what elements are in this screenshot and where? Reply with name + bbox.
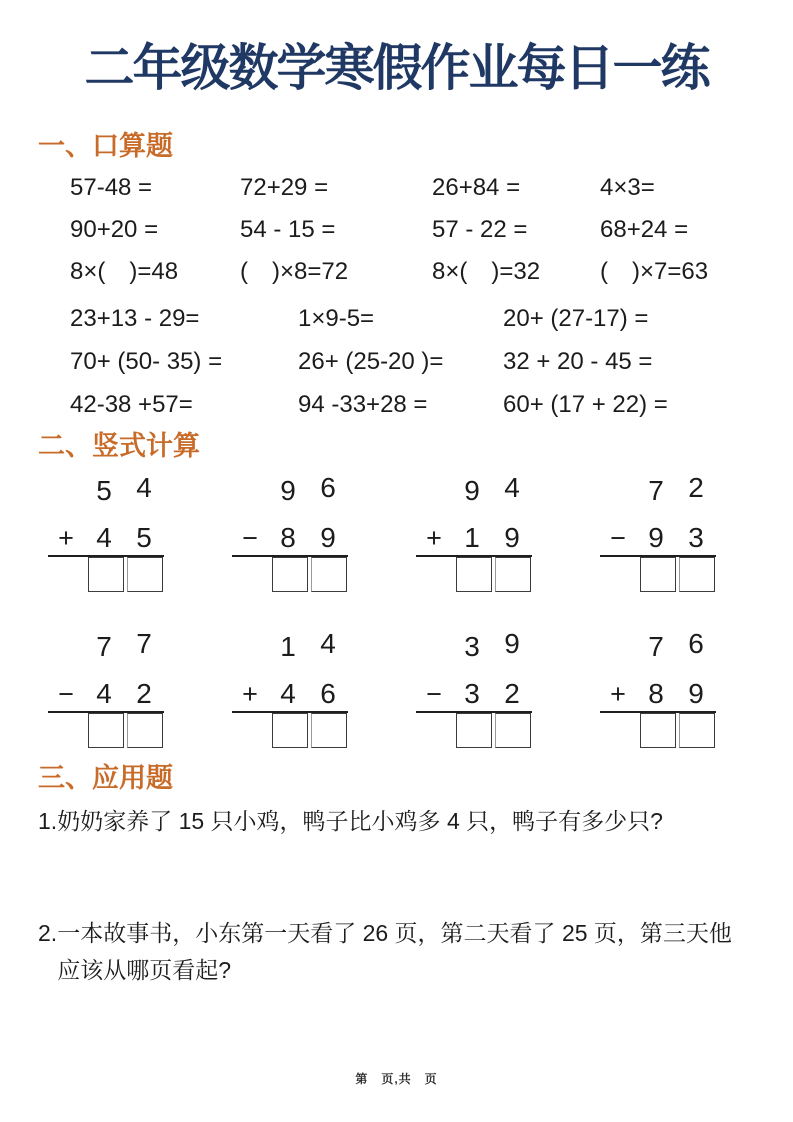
word-problem-line: 一本故事书，小东第一天看了 26 页，第二天看了 25 页，第三天他 xyxy=(57,920,732,946)
bottom-digit: 4 xyxy=(96,678,112,709)
vertical-problem xyxy=(600,474,716,592)
answer-box[interactable] xyxy=(456,713,492,748)
oral-problem: 42-38 +57= xyxy=(70,391,193,418)
top-digit: 9 xyxy=(504,628,520,659)
top-digit: 7 xyxy=(648,631,664,662)
answer-box[interactable] xyxy=(272,557,308,592)
answer-box[interactable] xyxy=(311,713,347,748)
operator-sign: − xyxy=(610,522,626,553)
page-title: 二年级数学寒假作业每日一练 xyxy=(84,40,709,96)
vertical-problem xyxy=(232,474,348,592)
answer-box[interactable] xyxy=(679,557,715,592)
answer-box[interactable] xyxy=(127,713,163,748)
section-heading-word: 三、应用题 xyxy=(38,763,173,793)
top-operand xyxy=(416,630,532,664)
answer-boxes xyxy=(272,557,348,592)
oral-problem: 54 - 15 = xyxy=(240,216,336,243)
bottom-digit: 1 xyxy=(464,522,480,553)
bottom-digit: 9 xyxy=(688,678,704,709)
operator-sign: − xyxy=(426,678,442,709)
oral-problem: ( )×7=63 xyxy=(600,258,709,285)
answer-box[interactable] xyxy=(640,713,676,748)
bottom-operand xyxy=(48,521,164,555)
answer-boxes xyxy=(640,713,716,748)
bottom-digit: 4 xyxy=(96,522,112,553)
bottom-digit: 3 xyxy=(688,522,704,553)
answer-boxes xyxy=(456,557,532,592)
answer-box[interactable] xyxy=(272,713,308,748)
oral-problem: 57 - 22 = xyxy=(432,216,528,243)
answer-boxes xyxy=(272,713,348,748)
operator-sign: + xyxy=(426,522,442,553)
oral-problem: 20+ (27-17) = xyxy=(503,305,649,332)
answer-box[interactable] xyxy=(640,557,676,592)
bottom-digit: 4 xyxy=(280,678,296,709)
bottom-operand xyxy=(232,677,348,711)
bottom-operand xyxy=(48,677,164,711)
top-operand xyxy=(232,474,348,508)
vertical-problem xyxy=(48,630,164,748)
bottom-digit: 9 xyxy=(320,522,336,553)
oral-row xyxy=(0,383,793,426)
oral-problem: 70+ (50- 35) = xyxy=(70,348,223,375)
answer-box[interactable] xyxy=(311,557,347,592)
oral-problem: 8×( )=32 xyxy=(432,258,541,285)
top-operand xyxy=(600,630,716,664)
vertical-problem xyxy=(416,474,532,592)
bottom-operand xyxy=(416,521,532,555)
bottom-digit: 2 xyxy=(504,678,520,709)
bottom-digit: 2 xyxy=(136,678,152,709)
bottom-operand xyxy=(232,521,348,555)
word-problem-number: 1. xyxy=(38,808,58,834)
section-heading-oral: 一、口算题 xyxy=(38,131,173,161)
vertical-problem xyxy=(600,630,716,748)
vertical-problem xyxy=(416,630,532,748)
word-problem-text xyxy=(57,915,732,989)
section-heading-vertical: 二、竖式计算 xyxy=(38,431,200,461)
page-footer: 第 页,共 页 xyxy=(355,1072,438,1086)
answer-boxes xyxy=(456,713,532,748)
top-digit: 4 xyxy=(136,472,152,503)
oral-row xyxy=(0,297,793,340)
top-digit: 7 xyxy=(136,628,152,659)
word-problem-line: 应该从哪页看起? xyxy=(57,957,231,983)
oral-row xyxy=(0,251,793,293)
bottom-digit: 9 xyxy=(504,522,520,553)
operator-sign: + xyxy=(610,678,626,709)
operator-sign: − xyxy=(58,678,74,709)
top-digit: 6 xyxy=(320,472,336,503)
answer-box[interactable] xyxy=(495,713,531,748)
top-operand xyxy=(600,474,716,508)
oral-problem: ( )×8=72 xyxy=(240,258,349,285)
answer-box[interactable] xyxy=(88,713,124,748)
oral-problem: 90+20 = xyxy=(70,216,159,243)
bottom-digit: 9 xyxy=(648,522,664,553)
bottom-digit: 3 xyxy=(464,678,480,709)
oral-problem: 94 -33+28 = xyxy=(298,391,428,418)
oral-problem: 72+29 = xyxy=(240,174,329,201)
top-digit: 7 xyxy=(648,475,664,506)
oral-problem: 60+ (17 + 22) = xyxy=(503,391,668,418)
answer-box[interactable] xyxy=(679,713,715,748)
oral-problem: 68+24 = xyxy=(600,216,689,243)
oral-problem: 1×9-5= xyxy=(298,305,375,332)
bottom-digit: 8 xyxy=(648,678,664,709)
oral-row xyxy=(0,340,793,383)
oral-problem: 32 + 20 - 45 = xyxy=(503,348,653,375)
top-operand xyxy=(48,630,164,664)
oral-problems-grid xyxy=(0,167,793,426)
top-digit: 5 xyxy=(96,475,112,506)
top-operand xyxy=(48,474,164,508)
answer-boxes xyxy=(88,713,164,748)
bottom-operand xyxy=(416,677,532,711)
vertical-problem xyxy=(48,474,164,592)
top-digit: 4 xyxy=(504,472,520,503)
bottom-operand xyxy=(600,677,716,711)
answer-box[interactable] xyxy=(88,557,124,592)
word-problem xyxy=(38,803,765,840)
top-digit: 3 xyxy=(464,631,480,662)
bottom-operand xyxy=(600,521,716,555)
top-digit: 4 xyxy=(320,628,336,659)
top-digit: 7 xyxy=(96,631,112,662)
answer-box[interactable] xyxy=(127,557,163,592)
top-digit: 9 xyxy=(464,475,480,506)
bottom-digit: 5 xyxy=(136,522,152,553)
operator-sign: + xyxy=(242,678,258,709)
operator-sign: + xyxy=(58,522,74,553)
answer-box[interactable] xyxy=(456,557,492,592)
vertical-problems-row xyxy=(0,630,784,748)
answer-box[interactable] xyxy=(495,557,531,592)
top-operand xyxy=(416,474,532,508)
top-operand xyxy=(232,630,348,664)
word-problem-number: 2. xyxy=(38,920,58,946)
top-digit: 9 xyxy=(280,475,296,506)
operator-sign: − xyxy=(242,522,258,553)
vertical-problem xyxy=(232,630,348,748)
oral-problem: 4×3= xyxy=(600,174,655,201)
oral-problem: 26+ (25-20 )= xyxy=(298,348,444,375)
oral-row xyxy=(0,167,793,209)
oral-problem: 57-48 = xyxy=(70,174,153,201)
oral-row xyxy=(0,209,793,251)
oral-problem: 26+84 = xyxy=(432,174,521,201)
word-problem xyxy=(38,915,765,989)
word-problem-line: 奶奶家养了 15 只小鸡，鸭子比小鸡多 4 只，鸭子有多少只? xyxy=(57,808,663,834)
top-digit: 1 xyxy=(280,631,296,662)
answer-boxes xyxy=(640,557,716,592)
answer-boxes xyxy=(88,557,164,592)
oral-problem: 8×( )=48 xyxy=(70,258,179,285)
top-digit: 2 xyxy=(688,472,704,503)
bottom-digit: 8 xyxy=(280,522,296,553)
vertical-problems-row xyxy=(0,474,784,592)
oral-problem: 23+13 - 29= xyxy=(70,305,200,332)
top-digit: 6 xyxy=(688,628,704,659)
bottom-digit: 6 xyxy=(320,678,336,709)
word-problem-text xyxy=(57,803,663,840)
